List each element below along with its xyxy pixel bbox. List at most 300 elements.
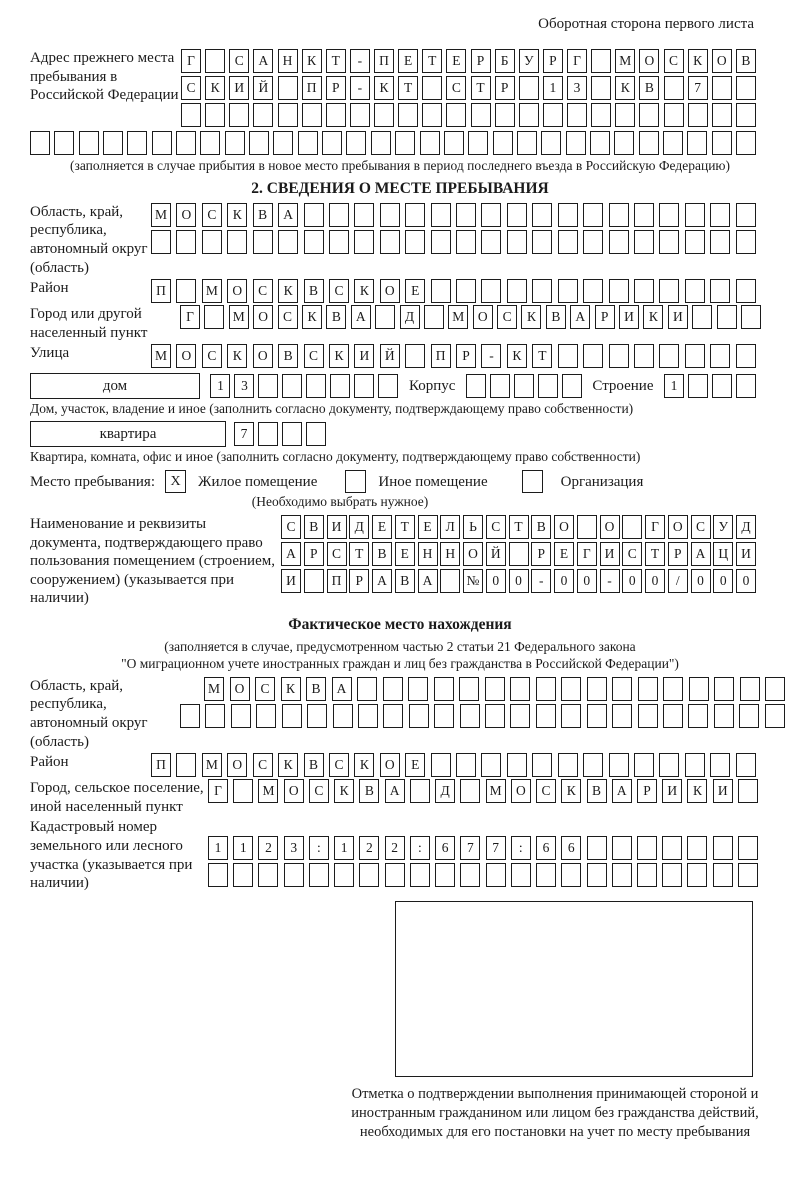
char-cell: В: [359, 779, 379, 803]
char-cell: [326, 103, 346, 127]
char-cell: Т: [422, 49, 442, 73]
char-cell: А: [281, 542, 301, 566]
char-cell: [639, 131, 659, 155]
char-cell: К: [521, 305, 541, 329]
char-cell: -: [481, 344, 501, 368]
char-cell: Т: [532, 344, 552, 368]
char-cell: 1: [208, 836, 228, 860]
street-row: [151, 344, 756, 368]
stay-type-line: [30, 470, 756, 494]
char-cell: [712, 76, 732, 100]
char-cell: [511, 863, 531, 887]
char-cell: [634, 203, 654, 227]
char-cell: [507, 279, 527, 303]
char-cell: [398, 103, 418, 127]
document-row-3: [281, 569, 756, 593]
char-cell: 3: [567, 76, 587, 100]
char-cell: [383, 704, 403, 728]
char-cell: С: [622, 542, 642, 566]
char-cell: [609, 230, 629, 254]
district-label: Район: [30, 280, 69, 297]
char-cell: [558, 230, 578, 254]
char-cell: К: [302, 305, 322, 329]
char-cell: [507, 203, 527, 227]
char-cell: А: [372, 569, 392, 593]
char-cell: 0: [509, 569, 529, 593]
char-cell: В: [326, 305, 346, 329]
char-cell: [510, 677, 530, 701]
actual-location-caption-2: "О миграционном учете иностранных граждан и лиц без гражданства в Российской Федерации"): [121, 655, 679, 671]
char-cell: [536, 677, 556, 701]
char-cell: [637, 836, 657, 860]
char-cell: 6: [435, 836, 455, 860]
char-cell: Й: [380, 344, 400, 368]
char-cell: С: [327, 542, 347, 566]
char-cell: [346, 131, 366, 155]
char-cell: [354, 230, 374, 254]
char-cell: 0: [691, 569, 711, 593]
char-cell: С: [202, 344, 222, 368]
char-cell: [485, 704, 505, 728]
char-cell: [431, 203, 451, 227]
district-line: [30, 279, 756, 303]
char-cell: И: [713, 779, 733, 803]
char-cell: 0: [736, 569, 756, 593]
char-cell: М: [448, 305, 468, 329]
char-cell: Т: [395, 515, 415, 539]
char-cell: А: [253, 49, 273, 73]
char-cell: [685, 344, 705, 368]
char-cell: [688, 704, 708, 728]
char-cell: [510, 704, 530, 728]
char-cell: О: [511, 779, 531, 803]
char-cell: [692, 305, 712, 329]
char-cell: С: [181, 76, 201, 100]
char-cell: Ц: [713, 542, 733, 566]
char-cell: [583, 230, 603, 254]
house-number-cells: [210, 374, 398, 398]
char-cell: [354, 374, 374, 398]
char-cell: О: [380, 279, 400, 303]
char-cell: П: [151, 753, 171, 777]
char-cell: А: [570, 305, 590, 329]
prev-address-row-2: [181, 76, 756, 100]
char-cell: [180, 704, 200, 728]
char-cell: [205, 49, 225, 73]
prev-address-row-4: [30, 131, 756, 155]
apartment-cells: [234, 422, 326, 446]
char-cell: [471, 103, 491, 127]
house-box-label: дом: [30, 373, 200, 399]
actual-region-label: Область, край, республика, автономный округ (область): [30, 677, 148, 750]
korpus-cells: [466, 374, 582, 398]
char-cell: [431, 279, 451, 303]
char-cell: С: [253, 279, 273, 303]
option-residential-label: Жилое помещение: [198, 474, 318, 491]
char-cell: [233, 779, 253, 803]
char-cell: [460, 779, 480, 803]
char-cell: С: [253, 753, 273, 777]
char-cell: М: [615, 49, 635, 73]
char-cell: [460, 863, 480, 887]
char-cell: [468, 131, 488, 155]
char-cell: С: [446, 76, 466, 100]
char-cell: [609, 279, 629, 303]
char-cell: С: [255, 677, 275, 701]
actual-city-line: [30, 779, 756, 816]
char-cell: [634, 344, 654, 368]
char-cell: И: [668, 305, 688, 329]
char-cell: [566, 131, 586, 155]
char-cell: [714, 704, 734, 728]
char-cell: [562, 374, 582, 398]
char-cell: [659, 753, 679, 777]
house-caption: Дом, участок, владение и иное (заполнить согласно документу, подтверждающему право собственности): [30, 401, 634, 417]
cadastral-label: Кадастровый номер земельного или лесного участка (указывается при наличии): [30, 819, 193, 892]
char-cell: С: [229, 49, 249, 73]
char-cell: В: [531, 515, 551, 539]
char-cell: [409, 704, 429, 728]
char-cell: Л: [440, 515, 460, 539]
char-cell: 3: [234, 374, 254, 398]
char-cell: В: [278, 344, 298, 368]
char-cell: [659, 344, 679, 368]
char-cell: 1: [334, 836, 354, 860]
char-cell: [490, 374, 510, 398]
page-side-note: Оборотная сторона первого листа: [538, 16, 754, 32]
char-cell: [410, 779, 430, 803]
char-cell: [685, 203, 705, 227]
char-cell: П: [151, 279, 171, 303]
char-cell: 7: [486, 836, 506, 860]
char-cell: К: [354, 753, 374, 777]
char-cell: О: [668, 515, 688, 539]
char-cell: К: [561, 779, 581, 803]
char-cell: [456, 230, 476, 254]
char-cell: [532, 753, 552, 777]
char-cell: [687, 131, 707, 155]
char-cell: [736, 103, 756, 127]
char-cell: [558, 279, 578, 303]
char-cell: Н: [418, 542, 438, 566]
char-cell: Г: [181, 49, 201, 73]
char-cell: [712, 103, 732, 127]
char-cell: 0: [577, 569, 597, 593]
char-cell: [378, 374, 398, 398]
char-cell: [558, 344, 578, 368]
char-cell: А: [418, 569, 438, 593]
char-cell: [736, 374, 756, 398]
char-cell: Г: [208, 779, 228, 803]
char-cell: О: [176, 203, 196, 227]
char-cell: 6: [536, 836, 556, 860]
char-cell: К: [374, 76, 394, 100]
char-cell: [514, 374, 534, 398]
char-cell: [532, 203, 552, 227]
stroenie-label: Строение: [592, 378, 654, 395]
apartment-box-label: квартира: [30, 421, 226, 447]
char-cell: С: [486, 515, 506, 539]
char-cell: М: [229, 305, 249, 329]
char-cell: [440, 569, 460, 593]
char-cell: Р: [304, 542, 324, 566]
char-cell: Е: [446, 49, 466, 73]
char-cell: [713, 836, 733, 860]
char-cell: [358, 704, 378, 728]
char-cell: К: [329, 344, 349, 368]
char-cell: [713, 863, 733, 887]
char-cell: [538, 374, 558, 398]
char-cell: [304, 230, 324, 254]
char-cell: С: [309, 779, 329, 803]
char-cell: Ь: [463, 515, 483, 539]
char-cell: [330, 374, 350, 398]
char-cell: О: [600, 515, 620, 539]
char-cell: С: [329, 279, 349, 303]
char-cell: Т: [326, 49, 346, 73]
char-cell: К: [354, 279, 374, 303]
char-cell: [583, 203, 603, 227]
char-cell: [738, 863, 758, 887]
char-cell: [79, 131, 99, 155]
char-cell: [710, 753, 730, 777]
city-row: [180, 305, 761, 329]
char-cell: [380, 203, 400, 227]
option-organization-label: Организация: [560, 474, 644, 491]
char-cell: №: [463, 569, 483, 593]
char-cell: [350, 103, 370, 127]
char-cell: И: [354, 344, 374, 368]
char-cell: Н: [278, 49, 298, 73]
actual-district-label: Район: [30, 754, 69, 771]
char-cell: 6: [561, 836, 581, 860]
char-cell: [459, 677, 479, 701]
char-cell: -: [350, 49, 370, 73]
char-cell: [587, 677, 607, 701]
char-cell: :: [410, 836, 430, 860]
char-cell: [558, 753, 578, 777]
char-cell: [591, 103, 611, 127]
char-cell: [517, 131, 537, 155]
char-cell: [253, 103, 273, 127]
char-cell: [229, 103, 249, 127]
char-cell: А: [385, 779, 405, 803]
char-cell: [664, 76, 684, 100]
char-cell: С: [497, 305, 517, 329]
korpus-label: Корпус: [408, 378, 456, 395]
char-cell: Д: [435, 779, 455, 803]
char-cell: [54, 131, 74, 155]
char-cell: В: [736, 49, 756, 73]
char-cell: [408, 677, 428, 701]
char-cell: [306, 374, 326, 398]
char-cell: [431, 230, 451, 254]
char-cell: [282, 704, 302, 728]
char-cell: [306, 422, 326, 446]
char-cell: [422, 76, 442, 100]
char-cell: [202, 230, 222, 254]
char-cell: [176, 230, 196, 254]
char-cell: С: [202, 203, 222, 227]
char-cell: У: [519, 49, 539, 73]
char-cell: [685, 753, 705, 777]
char-cell: [634, 753, 654, 777]
cadastral-row-2: [208, 863, 758, 887]
char-cell: Р: [595, 305, 615, 329]
char-cell: [587, 863, 607, 887]
char-cell: [485, 677, 505, 701]
char-cell: Е: [398, 49, 418, 73]
char-cell: С: [691, 515, 711, 539]
char-cell: [577, 515, 597, 539]
char-cell: [561, 863, 581, 887]
char-cell: [659, 203, 679, 227]
char-cell: [615, 103, 635, 127]
char-cell: [456, 203, 476, 227]
char-cell: [765, 677, 785, 701]
char-cell: Р: [456, 344, 476, 368]
prev-address-row-3: [181, 103, 756, 127]
char-cell: [583, 753, 603, 777]
char-cell: [688, 103, 708, 127]
char-cell: О: [284, 779, 304, 803]
char-cell: В: [304, 753, 324, 777]
char-cell: [612, 677, 632, 701]
char-cell: И: [281, 569, 301, 593]
char-cell: [495, 103, 515, 127]
char-cell: А: [332, 677, 352, 701]
char-cell: О: [253, 344, 273, 368]
char-cell: [639, 103, 659, 127]
char-cell: М: [202, 753, 222, 777]
char-cell: [736, 279, 756, 303]
char-cell: [434, 704, 454, 728]
char-cell: [663, 704, 683, 728]
char-cell: С: [304, 344, 324, 368]
char-cell: 2: [385, 836, 405, 860]
char-cell: К: [205, 76, 225, 100]
char-cell: 0: [645, 569, 665, 593]
region-label: Область, край, республика, автономный округ (область): [30, 203, 148, 276]
char-cell: 0: [554, 569, 574, 593]
stay-type-label: Место пребывания:: [30, 474, 155, 491]
prev-address-caption: (заполняется в случае прибытия в новое место пребывания в период последнего въезда в Российскую Федерацию): [69, 158, 731, 173]
char-cell: И: [619, 305, 639, 329]
char-cell: О: [463, 542, 483, 566]
char-cell: [583, 279, 603, 303]
char-cell: Е: [554, 542, 574, 566]
char-cell: О: [227, 279, 247, 303]
char-cell: [612, 836, 632, 860]
region-row-2: [151, 230, 756, 254]
prev-address-rows: [181, 49, 756, 127]
char-cell: К: [507, 344, 527, 368]
section2-title: 2. СВЕДЕНИЯ О МЕСТЕ ПРЕБЫВАНИЯ: [251, 179, 549, 197]
char-cell: А: [612, 779, 632, 803]
char-cell: [638, 677, 658, 701]
char-cell: [481, 230, 501, 254]
document-row-1: [281, 515, 756, 539]
char-cell: [282, 422, 302, 446]
char-cell: М: [151, 203, 171, 227]
actual-city-label: Город, сельское поселение, иной населенный пункт: [30, 780, 204, 815]
char-cell: [278, 230, 298, 254]
char-cell: [466, 374, 486, 398]
char-cell: С: [664, 49, 684, 73]
char-cell: О: [712, 49, 732, 73]
char-cell: Р: [668, 542, 688, 566]
checkbox-other-premises: [345, 470, 366, 493]
char-cell: [714, 677, 734, 701]
char-cell: О: [554, 515, 574, 539]
char-cell: [685, 279, 705, 303]
prev-address-row-1: [181, 49, 756, 73]
apartment-caption: Квартира, комната, офис и иное (заполнить согласно документу, подтверждающему право собственности): [30, 449, 641, 465]
apartment-line: [30, 421, 756, 447]
actual-location-caption-1: (заполняется в случае, предусмотренном частью 2 статьи 21 Федерального закона: [164, 639, 636, 655]
char-cell: 1: [543, 76, 563, 100]
stay-type-note: (Необходимо выбрать нужное): [251, 494, 429, 510]
char-cell: [383, 677, 403, 701]
char-cell: С: [329, 753, 349, 777]
region-line: [30, 203, 756, 277]
char-cell: К: [688, 49, 708, 73]
char-cell: П: [431, 344, 451, 368]
char-cell: [736, 344, 756, 368]
char-cell: Р: [471, 49, 491, 73]
char-cell: К: [615, 76, 635, 100]
char-cell: [710, 344, 730, 368]
char-cell: [456, 279, 476, 303]
char-cell: [591, 49, 611, 73]
char-cell: М: [486, 779, 506, 803]
char-cell: [609, 753, 629, 777]
char-cell: [420, 131, 440, 155]
char-cell: /: [668, 569, 688, 593]
char-cell: 0: [486, 569, 506, 593]
char-cell: [481, 279, 501, 303]
char-cell: [561, 704, 581, 728]
char-cell: 0: [713, 569, 733, 593]
actual-district-line: [30, 753, 756, 777]
actual-city-row: [208, 779, 758, 803]
char-cell: [509, 542, 529, 566]
char-cell: М: [204, 677, 224, 701]
char-cell: 7: [460, 836, 480, 860]
char-cell: [278, 76, 298, 100]
char-cell: [435, 863, 455, 887]
char-cell: [712, 131, 732, 155]
char-cell: [481, 203, 501, 227]
checkbox-organization: [522, 470, 543, 493]
char-cell: П: [374, 49, 394, 73]
char-cell: [208, 863, 228, 887]
char-cell: В: [304, 279, 324, 303]
char-cell: [253, 230, 273, 254]
street-line: [30, 344, 756, 368]
char-cell: [307, 704, 327, 728]
district-row: [151, 279, 756, 303]
char-cell: В: [639, 76, 659, 100]
char-cell: [284, 863, 304, 887]
char-cell: [541, 131, 561, 155]
char-cell: [493, 131, 513, 155]
stroenie-cells: [664, 374, 756, 398]
char-cell: [717, 305, 737, 329]
char-cell: Т: [398, 76, 418, 100]
char-cell: [380, 230, 400, 254]
char-cell: [638, 704, 658, 728]
